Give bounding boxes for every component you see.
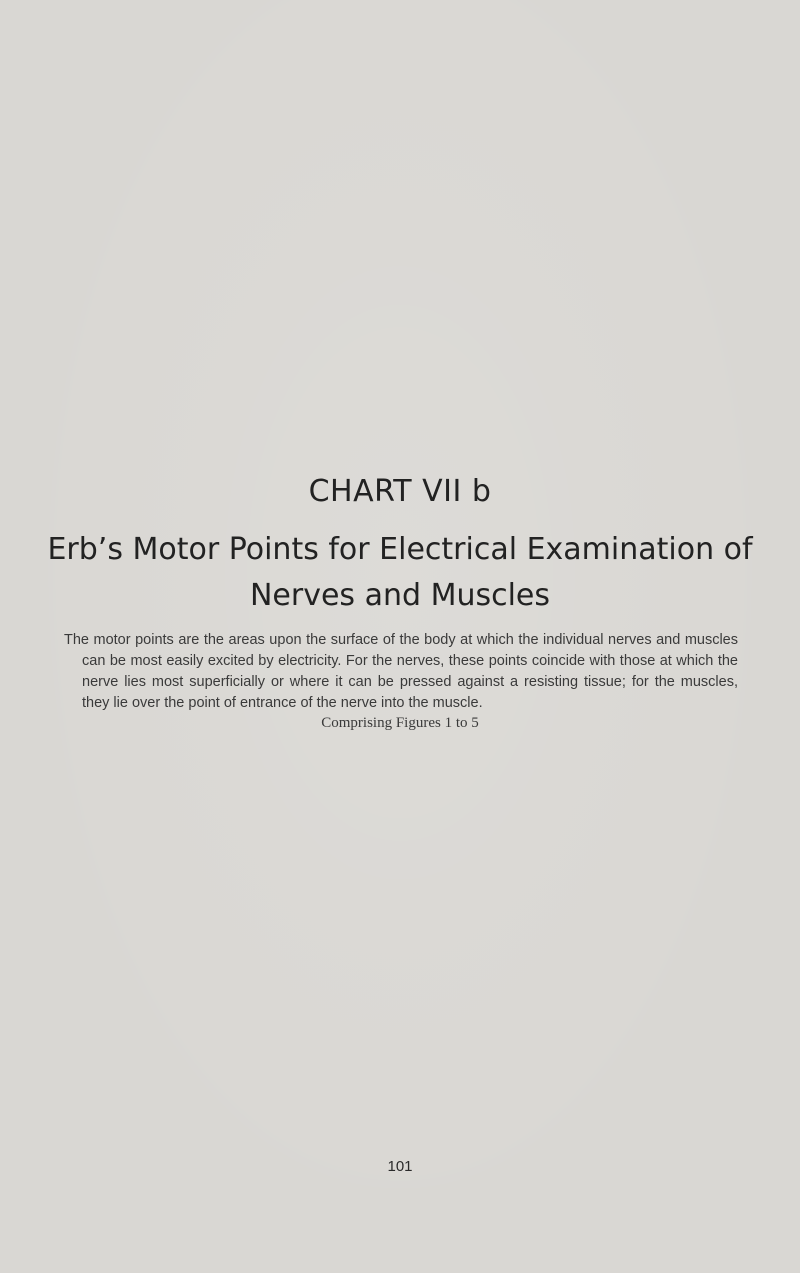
page-number: 101 [387, 1158, 413, 1175]
chart-label: CHART VII b [308, 474, 492, 509]
page-title: Erb’s Motor Points for Electrical Examination of Nerves and Muscles [47, 532, 753, 613]
intro-paragraph: The motor points are the areas upon the surface of the body at which the individual nerves and muscles can be most easily excited by electricity. For the nerves, these points coincide with those at which the nerve lies most superficially or where it can be pressed against a resisting tissue; for the muscles, they lie over the point of entrance of the nerve into the muscle. [64, 632, 738, 711]
figures-note: Comprising Figures 1 to 5 [321, 715, 479, 731]
